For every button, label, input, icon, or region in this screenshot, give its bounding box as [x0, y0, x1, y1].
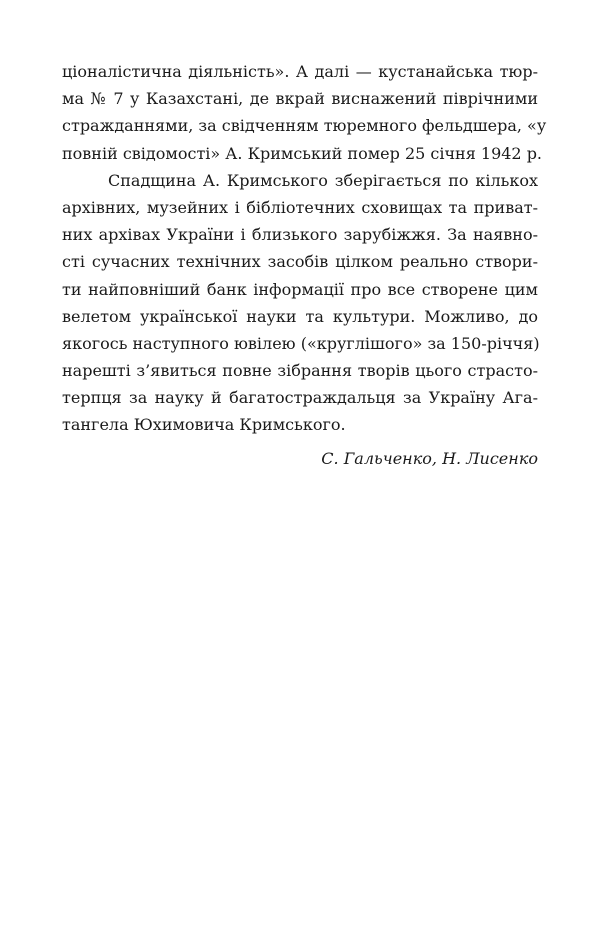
text-line: ціоналістична діяльність». А далі — кустанайська тюр-	[62, 62, 538, 81]
text-line: ма № 7 у Казахстані, де вкрай виснажений піврічними	[62, 89, 538, 109]
text-line: нарешті з’явиться повне зібрання творів цього страсто-	[62, 361, 538, 381]
text-line: повній свідомості» А. Кримський помер 25 січня 1942 р.	[62, 143, 543, 163]
text-line: велетом української науки та культури. Можливо, до	[62, 306, 538, 326]
text-line: ти найповніший банк інформації про все створене цим	[62, 279, 538, 299]
paragraph-1	[62, 58, 547, 167]
body-text	[62, 58, 547, 439]
text-line: терпця за науку й багатостраждальця за Україну Ага-	[62, 388, 538, 408]
author-signature: С. Гальченко, Н. Лисенко	[321, 449, 538, 468]
text-line: них архівах України і близького зарубіжжя. За наявно-	[62, 225, 538, 245]
paragraph-2	[62, 167, 538, 439]
text-line: Спадщина А. Кримського зберігається по кількох	[108, 170, 538, 190]
text-line: архівних, музейних і бібліотечних сховищах та приват-	[62, 197, 538, 217]
text-line: стражданнями, за свідченням тюремного фельдшера, «у	[62, 116, 547, 136]
text-line: якогось наступного ювілею («круглішого» за 150-річчя)	[62, 333, 540, 353]
text-line: тангела Юхимовича Кримського.	[62, 415, 346, 435]
text-line: сті сучасних технічних засобів цілком реально створи-	[62, 252, 538, 272]
